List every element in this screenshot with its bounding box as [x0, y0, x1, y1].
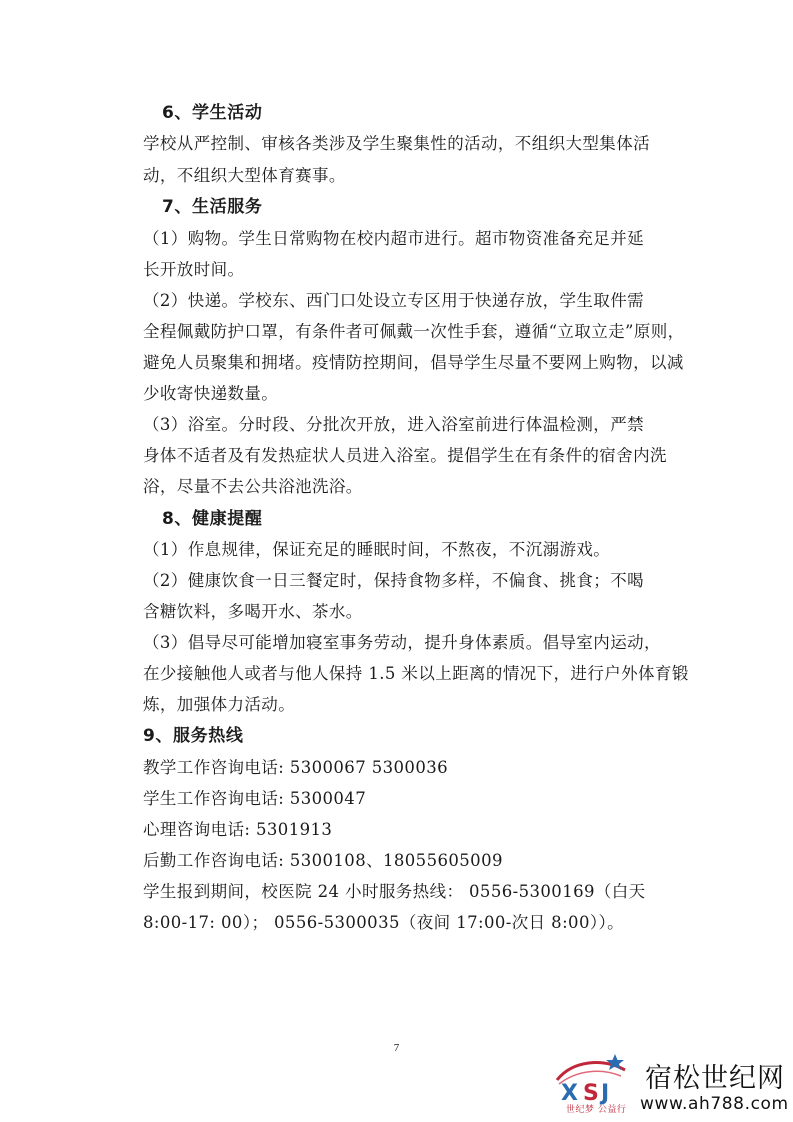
paragraph-line: 动，不组织大型体育赛事。 — [143, 166, 346, 185]
paragraph-line: 炼，加强体力活动。 — [143, 695, 296, 714]
hotline-line: 学生报到期间，校医院 24 小时服务热线： 0556-5300169（白天 — [143, 882, 646, 901]
hotline-line: 心理咨询电话: 5301913 — [143, 820, 333, 839]
paragraph-line: 含糖饮料，多喝开水、茶水。 — [143, 602, 363, 621]
paragraph-line: 避免人员聚集和拥堵。疫情防控期间，倡导学生尽量不要网上购物，以减 — [143, 353, 684, 372]
svg-text:S: S — [583, 1081, 599, 1106]
paragraph-line: 身体不适者及有发热症状人员进入浴室。提倡学生在有条件的宿舍内洗 — [143, 446, 667, 465]
paragraph-line: （3）倡导尽可能增加寝室事务劳动，提升身体素质。倡导室内运动， — [143, 633, 661, 652]
svg-text:X: X — [561, 1081, 578, 1106]
paragraph-line: 长开放时间。 — [143, 260, 245, 279]
hotline-line: 8:00-17: 00）； 0556-5300035（夜间 17:00-次日 8:00））。 — [143, 913, 625, 932]
section-heading: 8、健康提醒 — [162, 509, 263, 529]
hotline-line: 后勤工作咨询电话: 5300108、18055605009 — [143, 851, 503, 870]
section-heading: 6、学生活动 — [162, 103, 263, 123]
paragraph-line: 在少接触他人或者与他人保持 1.5 米以上距离的情况下，进行户外体育锻 — [143, 664, 689, 683]
page-number: 7 — [393, 1042, 400, 1054]
paragraph-line: （1）作息规律，保证充足的睡眠时间，不熬夜，不沉溺游戏。 — [143, 540, 611, 559]
section-heading: 7、生活服务 — [162, 197, 263, 217]
logo-icon — [553, 1050, 633, 1106]
paragraph-line: 全程佩戴防护口罩，有条件者可佩戴一次性手套，遵循“立取立走”原则， — [143, 322, 685, 341]
section-heading: 9、服务热线 — [143, 726, 244, 746]
watermark-slogan: 世纪梦 公益行 — [566, 1105, 627, 1115]
watermark-url: www.ah788.com — [640, 1094, 789, 1114]
paragraph-line: 少收寄快递数量。 — [143, 384, 279, 403]
paragraph-line: （2）快递。学校东、西门口处设立专区用于快递存放，学生取件需 — [143, 291, 644, 310]
paragraph-line: （2）健康饮食一日三餐定时，保持食物多样，不偏食、挑食；不喝 — [143, 571, 644, 590]
paragraph-line: （1）购物。学生日常购物在校内超市进行。超市物资准备充足并延 — [143, 229, 644, 248]
svg-text:J: J — [601, 1081, 610, 1106]
hotline-line: 学生工作咨询电话: 5300047 — [143, 789, 367, 808]
paragraph-line: （3）浴室。分时段、分批次开放，进入浴室前进行体温检测，严禁 — [143, 415, 644, 434]
paragraph-line: 浴，尽量不去公共浴池洗浴。 — [143, 477, 363, 496]
watermark-site-name: 宿松世纪网 — [645, 1063, 785, 1094]
hotline-line: 教学工作咨询电话: 5300067 5300036 — [143, 758, 449, 777]
paragraph-line: 学校从严控制、审核各类涉及学生聚集性的活动，不组织大型集体活 — [143, 134, 650, 153]
